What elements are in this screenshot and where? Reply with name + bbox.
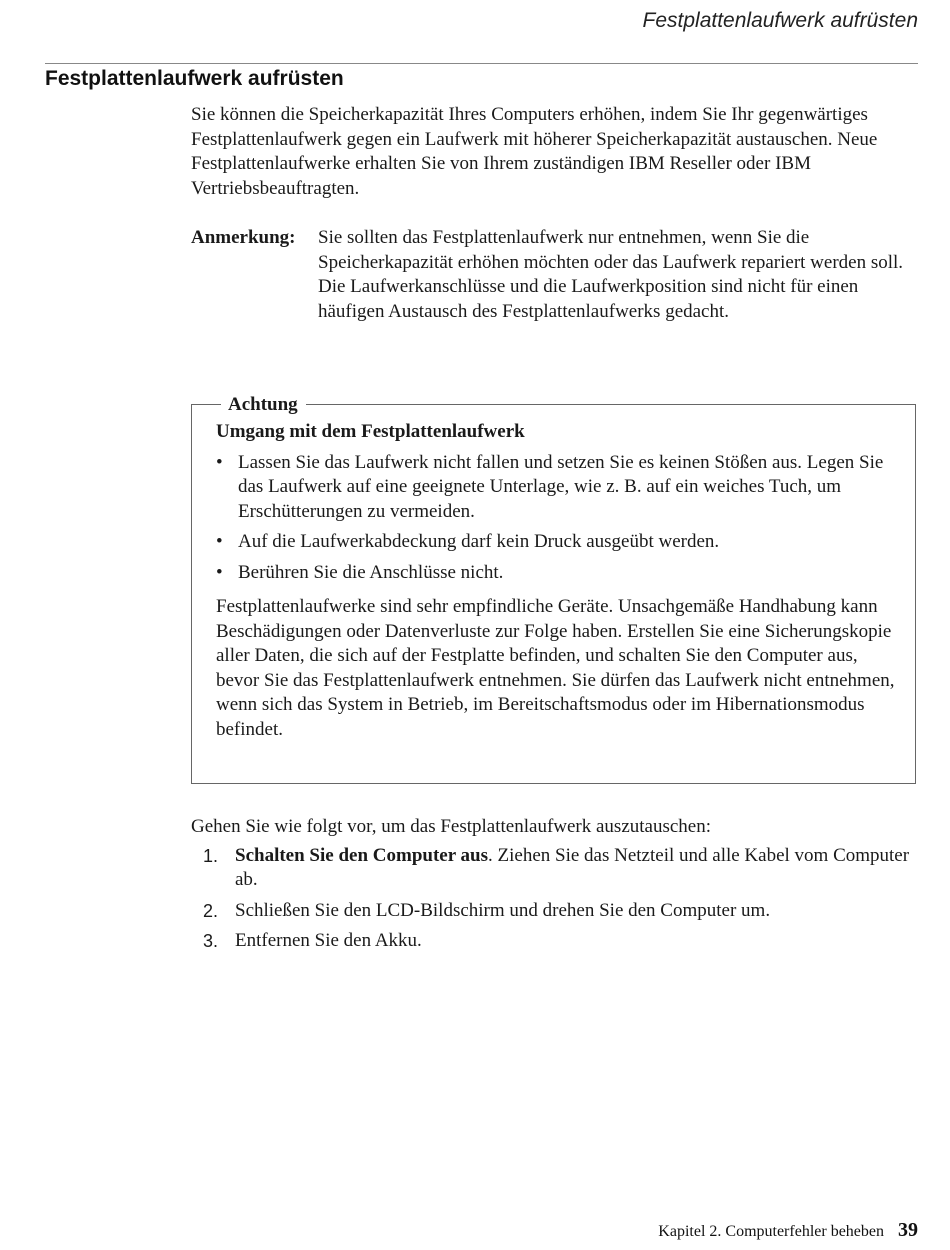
note-text: Sie sollten das Festplattenlaufwerk nur entnehmen, wenn Sie die Speicherkapazität erhöhen möchten oder das Laufwerk repariert werden soll. Die Laufwerkanschlüsse und die Laufwerkposition sind nicht für einen häufigen Austausch des Festplattenlaufwerks gedacht.: [318, 227, 904, 322]
section-title: Festplattenlaufwerk aufrüsten: [45, 67, 344, 90]
list-item: [216, 451, 900, 525]
page-footer: [658, 1219, 918, 1242]
step-number: 3.: [203, 931, 219, 951]
attention-box: [191, 394, 916, 784]
procedure-intro: Gehen Sie wie folgt vor, um das Festplattenlaufwerk auszutauschen:: [191, 816, 712, 837]
bullet-icon: •: [216, 561, 223, 583]
footer-chapter: Kapitel 2. Computerfehler beheben: [658, 1223, 884, 1240]
note: [191, 226, 921, 324]
step-number: 1.: [203, 845, 219, 866]
bullet-icon: •: [216, 451, 223, 473]
attention-subtitle: Umgang mit dem Festplattenlaufwerk: [216, 421, 525, 442]
bullet-text: Auf die Laufwerkabdeckung darf kein Druck ausgeübt werden.: [238, 531, 720, 552]
bullet-icon: •: [216, 531, 223, 552]
page-number: 39: [898, 1219, 918, 1241]
intro-paragraph: Sie können die Speicherkapazität Ihres Computers erhöhen, indem Sie Ihr gegenwärtiges Festplattenlaufwerk gegen ein Laufwerk mit höherer Speicherkapazität austauschen. Neue Festplattenlaufwerke erhalten Sie von Ihrem zuständigen IBM Reseller oder IBM Vertriebsbeauftragten.: [191, 104, 878, 199]
attention-paragraph: Festplattenlaufwerke sind sehr empfindliche Geräte. Unsachgemäße Handhabung kann Beschädigungen oder Datenverluste zur Folge haben. Erstellen Sie eine Sicherungskopie aller Daten, die sich auf der Festplatte befinden, und schalten Sie den Computer aus, bevor Sie das Festplattenlaufwerk entnehmen. Sie dürfen das Laufwerk nicht entnehmen, wenn sich das System in Betrieb, im Bereitschaftsmodus oder im Hibernationsmodus befindet.: [216, 596, 895, 740]
list-item: [216, 530, 900, 555]
attention-title: Achtung: [221, 394, 306, 416]
bullet-text: Lassen Sie das Laufwerk nicht fallen und setzen Sie es keinen Stößen aus. Legen Sie das Laufwerk auf eine geeignete Unterlage, wie z. B. auf ein weiches Tuch, um Erschütterungen zu vermeiden.: [238, 451, 884, 522]
step-item: [191, 844, 916, 893]
attention-content: [216, 420, 900, 742]
step-text: Entfernen Sie den Akku.: [235, 930, 422, 951]
list-item: [216, 561, 900, 586]
step-item: [191, 929, 916, 954]
procedure-steps: [191, 844, 916, 954]
header-divider: [45, 63, 918, 64]
step-text: . Ziehen Sie das Netzteil und alle Kabel vom Computer ab.: [235, 844, 910, 890]
procedure: [191, 815, 916, 960]
attention-bullet-list: [216, 451, 900, 586]
step-number: 2.: [203, 900, 219, 921]
step-strong-text: Schalten Sie den Computer aus: [235, 844, 489, 866]
running-header: Festplattenlaufwerk aufrüsten: [642, 9, 918, 32]
step-item: [191, 899, 916, 924]
bullet-text: Berühren Sie die Anschlüsse nicht.: [238, 561, 504, 583]
step-text: Schließen Sie den LCD-Bildschirm und drehen Sie den Computer um.: [235, 899, 771, 921]
note-label: Anmerkung:: [191, 227, 296, 248]
